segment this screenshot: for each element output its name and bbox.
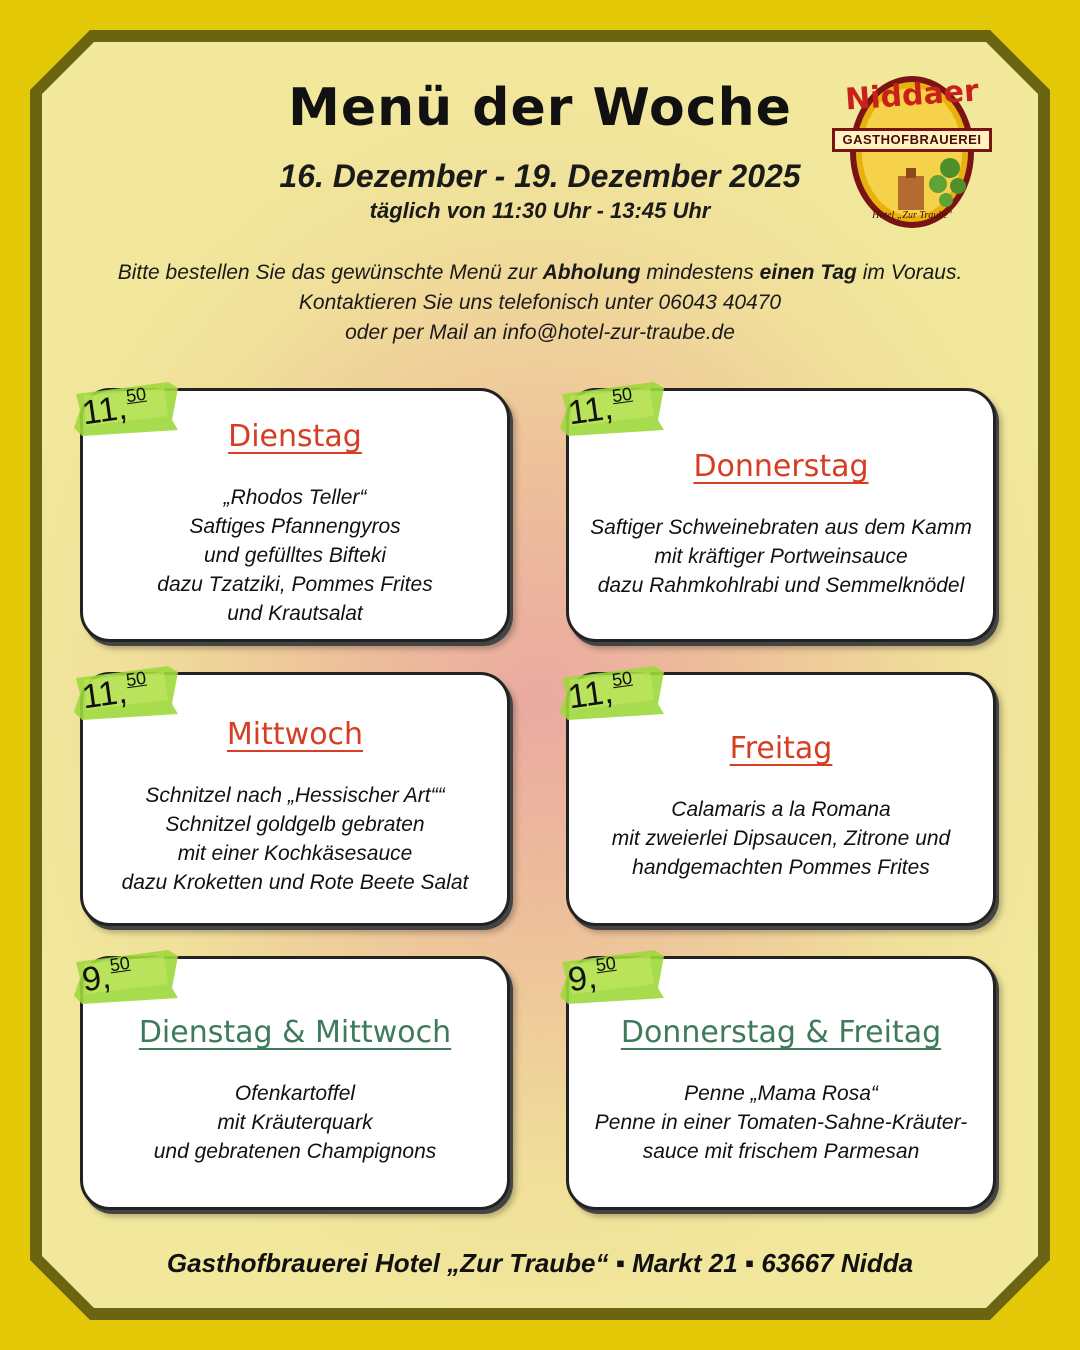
dish-description	[83, 1079, 507, 1166]
dish-line: dazu Kroketten und Rote Beete Salat	[121, 871, 469, 894]
day-heading: Dienstag & Mittwoch	[138, 1015, 452, 1050]
logo-subtitle-text: Hotel „Zur Traube"	[872, 210, 952, 221]
price-label: 9,50	[565, 952, 618, 1000]
dish-description	[83, 781, 507, 897]
dish-line: mit Kräuterquark	[217, 1111, 373, 1134]
dish-line: Ofenkartoffel	[234, 1082, 356, 1105]
dish-line: Schnitzel goldgelb gebraten	[165, 813, 425, 836]
dish-line: und gefülltes Bifteki	[203, 544, 387, 567]
footer-address: Gasthofbrauerei Hotel „Zur Traube“ ▪ Markt 21 ▪ 63667 Nidda	[166, 1248, 914, 1278]
dish-line: Saftiger Schweinebraten aus dem Kamm	[590, 516, 972, 539]
price-label: 11,50	[565, 383, 634, 433]
order-info-line-1: Bitte bestellen Sie das gewünschte Menü zur Abholung mindestens einen Tag im Voraus.	[117, 261, 963, 284]
dish-line: sauce mit frischem Parmesan	[642, 1140, 920, 1163]
brewery-logo	[830, 68, 994, 232]
page-title: Menü der Woche	[288, 78, 792, 138]
price-label: 11,50	[79, 667, 148, 717]
dish-line: Penne in einer Tomaten-Sahne-Kräuter-	[594, 1111, 968, 1134]
dish-line: mit zweierlei Dipsaucen, Zitrone und	[611, 827, 951, 850]
dish-line: handgemachten Pommes Frites	[632, 856, 930, 879]
day-heading: Donnerstag & Freitag	[620, 1015, 942, 1050]
price-tag	[72, 948, 180, 1006]
dish-line: Schnitzel nach „Hessischer Art““	[145, 784, 445, 807]
dish-description	[569, 795, 993, 882]
dish-line: dazu Tzatziki, Pommes Frites	[157, 573, 433, 596]
dish-line: mit kräftiger Portweinsauce	[654, 545, 908, 568]
dish-description	[83, 483, 507, 628]
price-tag	[72, 664, 180, 722]
order-info-email: oder per Mail an info@hotel-zur-traube.de	[345, 321, 735, 344]
dish-line: mit einer Kochkäsesauce	[177, 842, 413, 865]
logo-banner-text: GASTHOFBRAUEREI	[842, 132, 982, 147]
dish-line: und gebratenen Champignons	[153, 1140, 437, 1163]
day-heading: Dienstag	[228, 419, 362, 454]
price-tag	[558, 664, 666, 722]
dish-line: Penne „Mama Rosa“	[684, 1082, 878, 1105]
day-heading: Donnerstag	[693, 449, 869, 484]
price-label: 11,50	[565, 667, 634, 717]
logo-brand-text: Niddaer	[844, 73, 980, 118]
price-label: 9,50	[79, 952, 132, 1000]
dish-line: Calamaris a la Romana	[671, 798, 891, 821]
price-tag	[558, 380, 666, 438]
day-heading: Freitag	[729, 731, 833, 766]
price-label: 11,50	[79, 383, 148, 433]
order-info-phone: Kontaktieren Sie uns telefonisch unter 06043 40470	[298, 291, 782, 314]
dish-description	[569, 1079, 993, 1166]
dish-description	[569, 513, 993, 600]
dish-line: Saftiges Pfannengyros	[189, 515, 401, 538]
day-heading: Mittwoch	[226, 717, 364, 752]
opening-hours: täglich von 11:30 Uhr - 13:45 Uhr	[369, 198, 711, 223]
date-range: 16. Dezember - 19. Dezember 2025	[279, 158, 801, 194]
order-info	[0, 258, 1080, 348]
price-tag	[72, 380, 180, 438]
dish-line: und Krautsalat	[227, 602, 363, 625]
price-tag	[558, 948, 666, 1006]
dish-line: „Rhodos Teller“	[223, 486, 367, 509]
dish-line: dazu Rahmkohlrabi und Semmelknödel	[597, 574, 965, 597]
